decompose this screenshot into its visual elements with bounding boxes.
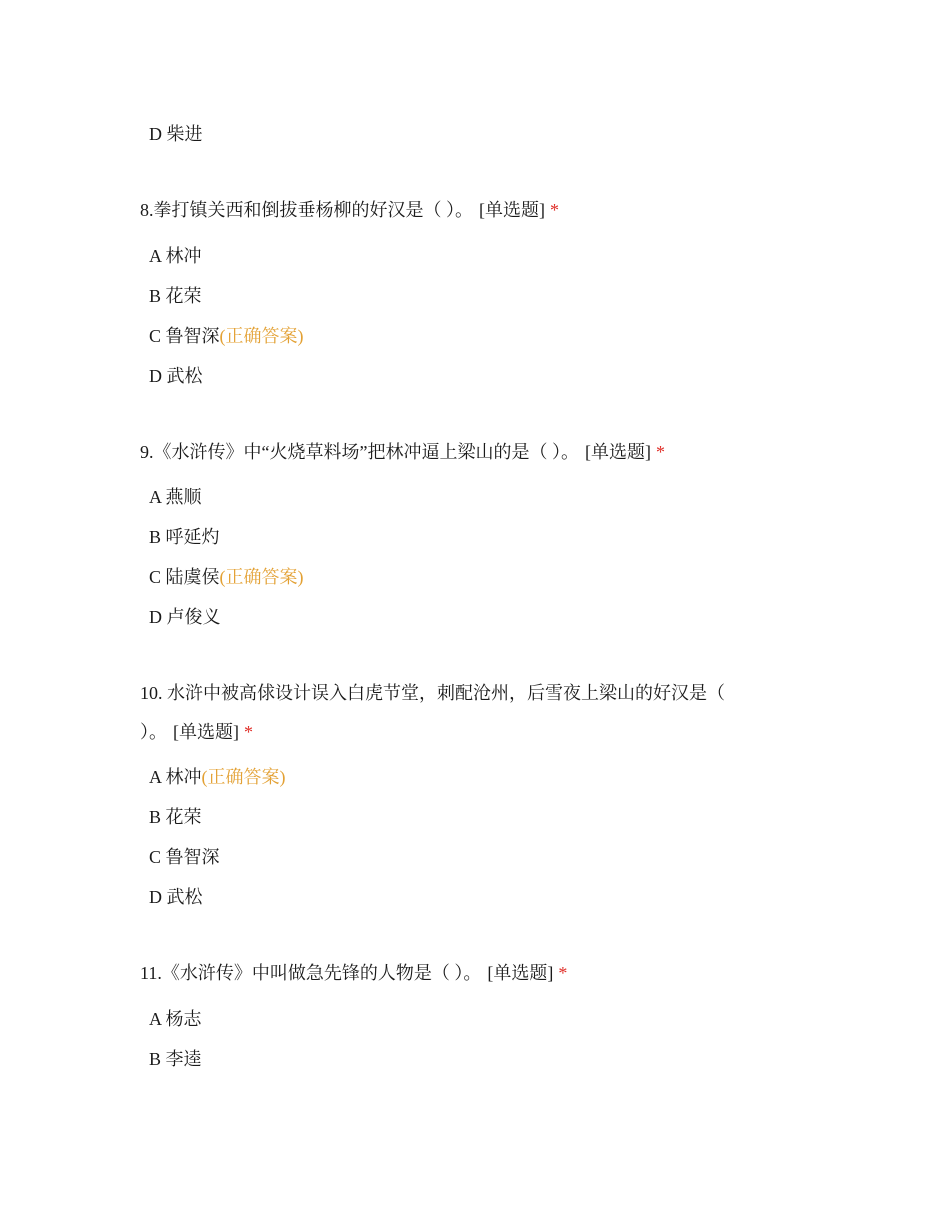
option-text: 花荣 bbox=[165, 807, 202, 827]
question-text: 8.拳打镇关西和倒拔垂杨柳的好汉是（ ）。 bbox=[140, 200, 473, 220]
question-text: 10. 水浒中被高俅设计误入白虎节堂，刺配沧州，后雪夜上梁山的好汉是（ bbox=[140, 683, 725, 703]
option-letter: A bbox=[149, 487, 162, 507]
option-text: 林冲 bbox=[165, 246, 202, 266]
option-letter: B bbox=[149, 1049, 162, 1069]
option-text: 呼延灼 bbox=[165, 527, 220, 547]
option-item bbox=[149, 525, 220, 549]
option-letter: D bbox=[149, 887, 162, 907]
option-letter: B bbox=[149, 286, 162, 306]
question-title bbox=[140, 440, 665, 464]
option-item bbox=[149, 284, 202, 308]
question-type-tag: [单选题] bbox=[173, 722, 239, 742]
option-text: 李逵 bbox=[165, 1049, 202, 1069]
option-text: 林冲 bbox=[165, 767, 202, 787]
correct-answer-mark: (正确答案) bbox=[201, 767, 286, 787]
correct-answer-mark: (正确答案) bbox=[219, 567, 304, 587]
option-letter: A bbox=[149, 1009, 162, 1029]
required-asterisk: * bbox=[558, 963, 568, 983]
option-letter: C bbox=[149, 326, 162, 346]
question-text: 11.《水浒传》中叫做急先锋的人物是（ ）。 bbox=[140, 963, 482, 983]
option-text: 陆虞侯 bbox=[165, 567, 220, 587]
option-text: 武松 bbox=[166, 366, 203, 386]
question-text: ）。 bbox=[140, 722, 167, 742]
option-item bbox=[149, 765, 286, 789]
option-letter: B bbox=[149, 527, 162, 547]
option-text: 卢俊义 bbox=[166, 607, 221, 627]
option-letter: D bbox=[149, 607, 162, 627]
option-item bbox=[149, 122, 203, 146]
option-item bbox=[149, 845, 220, 869]
required-asterisk: * bbox=[550, 200, 559, 220]
option-item bbox=[149, 565, 304, 589]
option-text: 杨志 bbox=[165, 1009, 202, 1029]
option-text: 燕顺 bbox=[165, 487, 202, 507]
option-item bbox=[149, 605, 221, 629]
option-text: 柴进 bbox=[166, 124, 203, 144]
required-asterisk: * bbox=[655, 442, 665, 462]
option-item bbox=[149, 1047, 202, 1071]
option-text: 鲁智深 bbox=[165, 847, 220, 867]
question-title bbox=[140, 681, 725, 705]
option-letter: B bbox=[149, 807, 162, 827]
question-title bbox=[140, 961, 567, 985]
option-item bbox=[149, 885, 203, 909]
option-text: 鲁智深 bbox=[165, 326, 220, 346]
option-item bbox=[149, 324, 304, 348]
question-type-tag: [单选题] bbox=[479, 200, 545, 220]
option-letter: C bbox=[149, 567, 162, 587]
option-letter: C bbox=[149, 847, 162, 867]
option-item bbox=[149, 244, 202, 268]
correct-answer-mark: (正确答案) bbox=[219, 326, 304, 346]
option-letter: A bbox=[149, 767, 162, 787]
question-title-continued bbox=[140, 720, 253, 744]
option-item bbox=[149, 1007, 202, 1031]
option-item bbox=[149, 364, 203, 388]
option-letter: D bbox=[149, 124, 162, 144]
option-item bbox=[149, 805, 202, 829]
option-text: 武松 bbox=[166, 887, 203, 907]
option-letter: A bbox=[149, 246, 162, 266]
required-asterisk: * bbox=[244, 722, 253, 742]
option-item bbox=[149, 485, 202, 509]
question-type-tag: [单选题] bbox=[584, 442, 651, 462]
question-title bbox=[140, 198, 559, 222]
option-text: 花荣 bbox=[165, 286, 202, 306]
option-letter: D bbox=[149, 366, 162, 386]
question-text: 9.《水浒传》中“火烧草料场”把林冲逼上梁山的是（ ）。 bbox=[140, 442, 579, 462]
question-type-tag: [单选题] bbox=[487, 963, 554, 983]
